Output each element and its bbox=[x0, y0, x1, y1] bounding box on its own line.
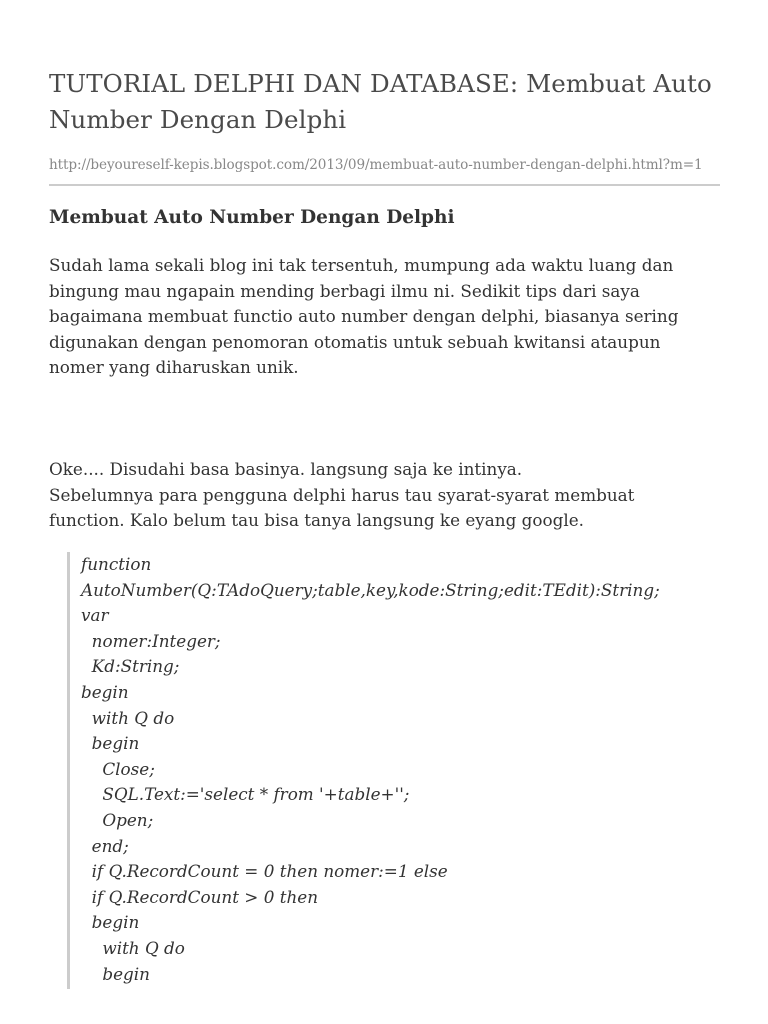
code-line: if Q.RecordCount > 0 then bbox=[81, 886, 319, 907]
paragraph-line: function. Kalo belum tau bisa tanya langsung ke eyang google. bbox=[49, 510, 584, 531]
code-line: with Q do bbox=[81, 707, 175, 728]
source-url[interactable]: http://beyoureself-kepis.blogspot.com/2013/09/membuat-auto-number-dengan-delphi.html?m=1 bbox=[49, 157, 703, 173]
code-blockquote bbox=[67, 552, 721, 989]
code-line: Close; bbox=[81, 758, 155, 779]
article-subtitle: Membuat Auto Number Dengan Delphi bbox=[49, 207, 455, 228]
code-line: with Q do bbox=[81, 937, 185, 958]
paragraph-line: nomer yang diharuskan unik. bbox=[49, 357, 299, 378]
paragraph-line: Sudah lama sekali blog ini tak tersentuh, mumpung ada waktu luang dan bbox=[49, 255, 674, 275]
code-line: var bbox=[81, 605, 109, 626]
code-line: begin bbox=[81, 912, 140, 933]
code-line: begin bbox=[81, 733, 140, 754]
instruction-paragraph bbox=[49, 457, 729, 534]
code-line: SQL.Text:='select * from '+table+''; bbox=[81, 784, 410, 805]
paragraph-line: bingung mau ngapain mending berbagi ilmu ni. Sedikit tips dari saya bbox=[49, 280, 640, 301]
intro-paragraph bbox=[49, 253, 729, 381]
code-line: if Q.RecordCount = 0 then nomer:=1 else bbox=[81, 861, 448, 882]
paragraph-line: Sebelumnya para pengguna delphi harus tau syarat-syarat membuat bbox=[49, 484, 635, 505]
paragraph-line: digunakan dengan penomoran otomatis untuk sebuah kwitansi ataupun bbox=[49, 331, 661, 352]
paragraph-line: bagaimana membuat functio auto number dengan delphi, biasanya sering bbox=[49, 306, 679, 327]
paragraph-line: Oke.... Disudahi basa basinya. langsung saja ke intinya. bbox=[49, 459, 523, 479]
code-line: Open; bbox=[81, 809, 154, 830]
code-line: Kd:String; bbox=[81, 656, 180, 677]
code-line: begin bbox=[81, 681, 129, 702]
header-divider bbox=[49, 184, 720, 186]
code-line: end; bbox=[81, 835, 129, 856]
article-title: TUTORIAL DELPHI DAN DATABASE: Membuat Auto Number Dengan Delphi bbox=[49, 69, 712, 134]
code-line: begin bbox=[81, 963, 150, 984]
code-line: function bbox=[81, 554, 152, 574]
code-line: AutoNumber(Q:TAdoQuery;table,key,kode:String;edit:TEdit):String; bbox=[81, 579, 660, 600]
code-line: nomer:Integer; bbox=[81, 630, 221, 651]
